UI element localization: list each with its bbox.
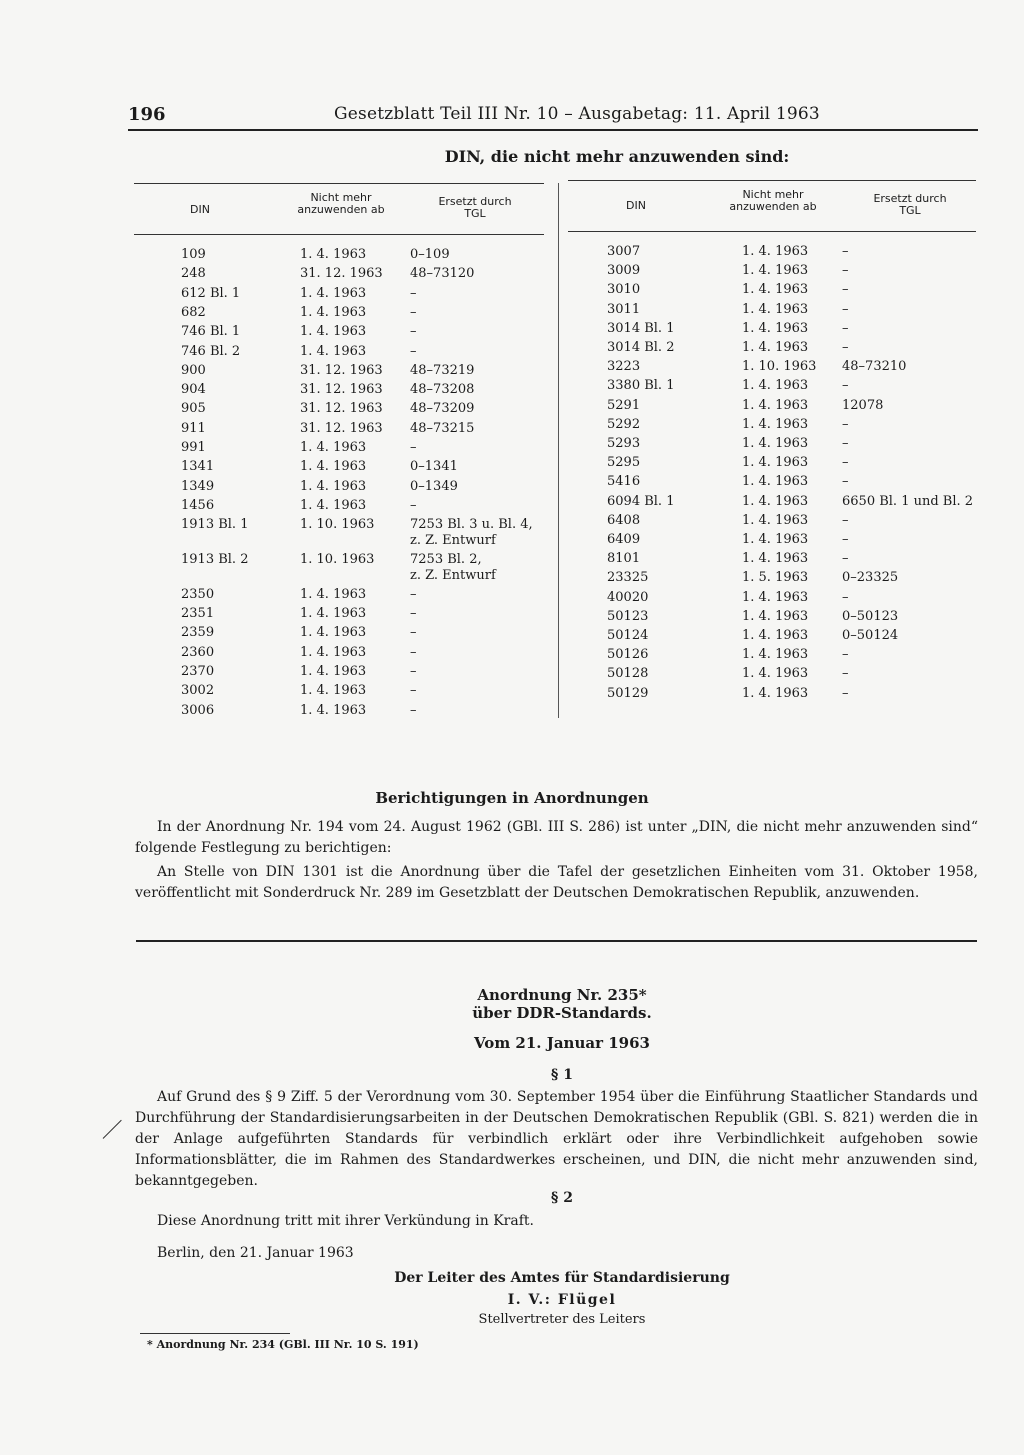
- tgl-cell: –: [842, 666, 849, 682]
- tgl-cell: 0–1349: [410, 478, 458, 494]
- table-row: [0, 320, 1024, 338]
- tgl-cell: 7253 Bl. 3 u. Bl. 4,: [410, 517, 533, 533]
- ab-cell: 1. 4. 1963: [742, 474, 809, 490]
- ab-cell: 1. 4. 1963: [300, 702, 367, 718]
- tgl-cell: –: [410, 440, 417, 455]
- din-cell: 50124: [607, 628, 649, 643]
- ab-cell: 1. 4. 1963: [300, 324, 367, 340]
- din-cell: 746 Bl. 2: [181, 343, 241, 359]
- din-cell: 2360: [181, 644, 215, 660]
- din-cell: 2359: [181, 625, 215, 641]
- din-cell: 5416: [607, 474, 641, 490]
- ab-cell: 1. 4. 1963: [300, 625, 367, 641]
- din-cell: 3010: [607, 282, 641, 298]
- tgl-cell: 0–50124: [842, 628, 899, 643]
- ab-cell: 1. 4. 1963: [742, 589, 809, 605]
- tgl-cell: –: [410, 644, 417, 660]
- din-cell: 3014 Bl. 1: [607, 320, 675, 336]
- din-cell: 2370: [181, 664, 215, 679]
- din-cell: 1913 Bl. 2: [181, 552, 249, 567]
- section-1-text: Auf Grund des § 9 Ziff. 5 der Verordnung vom 30. September 1954 über die Einführung Staatlicher Standards und Durchführung der Standardisierungsarbeiten in der Deutschen Demokratischen Republik (GBl. S. 821) werden die in der Anlage aufgeführten Standards für verbindlich erklärt oder ihre Verbindlichkeit aufgehoben sowie Informationsblätter, die im Rahmen des Standardwerkes erscheinen, und DIN, die nicht mehr anzuwenden sind, bekanntgegeben.: [135, 1089, 978, 1189]
- tgl-cell: 0–23325: [842, 570, 899, 586]
- tgl-cell: –: [842, 551, 849, 567]
- tgl-cell: –: [410, 285, 417, 301]
- din-cell: 905: [181, 401, 206, 417]
- table-row: [0, 569, 1024, 587]
- tgl-cell: 48–73208: [410, 382, 475, 398]
- table-row: [0, 377, 1024, 395]
- tgl-cell: 0–50123: [842, 608, 899, 624]
- din-cell: 8101: [607, 551, 641, 567]
- tgl-cell: –: [410, 625, 417, 641]
- corrections-title: Berichtigungen in Anordnungen: [375, 789, 649, 807]
- din-cell: 2350: [181, 586, 215, 602]
- din-cell: 248: [181, 266, 206, 282]
- tgl-cell: –: [410, 664, 417, 679]
- table-row: [0, 358, 1024, 376]
- ab-cell: 1. 10. 1963: [300, 517, 375, 533]
- tgl-cell: –: [842, 647, 849, 663]
- ordinance-date: Vom 21. Januar 1963: [474, 1034, 650, 1052]
- ab-cell: 1. 4. 1963: [742, 455, 809, 471]
- tgl-cell-continuation: z. Z. Entwurf: [410, 568, 496, 583]
- ab-cell: 1. 4. 1963: [300, 606, 367, 622]
- din-cell: 50129: [607, 685, 649, 701]
- ab-cell: 1. 4. 1963: [742, 493, 809, 509]
- ab-cell: 1. 4. 1963: [300, 343, 367, 359]
- table-row: [0, 512, 1024, 530]
- din-cell: 5291: [607, 397, 641, 413]
- din-cell: 109: [181, 247, 206, 262]
- din-cell: 991: [181, 440, 206, 455]
- tgl-cell: 0–109: [410, 247, 450, 262]
- tgl-cell: –: [410, 702, 417, 718]
- din-cell: 3006: [181, 702, 215, 718]
- ab-cell: 1. 4. 1963: [742, 282, 809, 298]
- right-table-top-rule: [568, 180, 976, 181]
- ab-cell: 1. 4. 1963: [742, 378, 809, 394]
- section-separator: [136, 940, 977, 942]
- tgl-cell: –: [842, 378, 849, 394]
- din-cell: 50123: [607, 608, 649, 624]
- ab-cell: 31. 12. 1963: [300, 362, 383, 378]
- left-col-tgl-header: Ersetzt durch TGL: [438, 195, 512, 220]
- ab-cell: 1. 4. 1963: [300, 683, 367, 699]
- tgl-cell: 48–73209: [410, 401, 475, 417]
- ab-cell: 1. 4. 1963: [742, 320, 809, 336]
- footnote: * Anordnung Nr. 234 (GBl. III Nr. 10 S. 191): [147, 1338, 419, 1351]
- table-row: [0, 243, 1024, 261]
- corrections-paragraph-2: An Stelle von DIN 1301 ist die Anordnung über die Tafel der gesetzlichen Einheiten vom 31. Oktober 1958, veröffentlicht mit Sonderdruck Nr. 289 im Gesetzblatt der Deutschen Demokratischen Republik, anzuwenden.: [135, 864, 978, 901]
- ab-cell: 1. 4. 1963: [300, 586, 367, 602]
- din-cell: 612 Bl. 1: [181, 285, 241, 301]
- din-cell: 746 Bl. 1: [181, 324, 241, 340]
- tgl-cell: 48–73215: [410, 420, 475, 436]
- din-cell: 50128: [607, 666, 649, 682]
- table-row: [0, 262, 1024, 280]
- page-number: 196: [128, 104, 166, 125]
- left-table-header-rule: [134, 234, 544, 235]
- ab-cell: 1. 4. 1963: [742, 244, 809, 259]
- tgl-cell: 12078: [842, 397, 884, 413]
- ab-cell: 1. 4. 1963: [742, 397, 809, 413]
- footnote-rule: [140, 1333, 290, 1334]
- left-table-top-rule: [134, 183, 544, 184]
- ab-cell: 1. 4. 1963: [742, 263, 809, 279]
- din-cell: 1456: [181, 497, 215, 513]
- tgl-cell: –: [842, 474, 849, 490]
- din-cell: 50126: [607, 647, 649, 663]
- ab-cell: 1. 4. 1963: [742, 532, 809, 547]
- signer-role: Stellvertreter des Leiters: [478, 1312, 646, 1327]
- corrections-paragraph-1: In der Anordnung Nr. 194 vom 24. August 1962 (GBl. III S. 286) ist unter „DIN, die nicht mehr anzuwenden sind“ folgende Festlegung zu berichtigen:: [135, 819, 978, 856]
- din-cell: 3002: [181, 683, 215, 699]
- ab-cell: 1. 4. 1963: [742, 436, 809, 451]
- din-cell: 5292: [607, 416, 641, 432]
- din-cell: 5293: [607, 436, 641, 451]
- tgl-cell: –: [842, 532, 849, 547]
- ab-cell: 1. 4. 1963: [742, 416, 809, 432]
- ab-cell: 1. 10. 1963: [300, 552, 375, 567]
- tgl-cell: –: [842, 282, 849, 298]
- ab-cell: 1. 4. 1963: [300, 459, 367, 475]
- din-cell: 6409: [607, 532, 641, 547]
- din-cell: 23325: [607, 570, 649, 586]
- din-cell: 6094 Bl. 1: [607, 493, 675, 509]
- ab-cell: 31. 12. 1963: [300, 382, 383, 398]
- table-heading: [0, 147, 1024, 166]
- right-col-ab-header: Nicht mehr anzuwenden ab: [729, 188, 817, 213]
- din-cell: 40020: [607, 589, 649, 605]
- ab-cell: 1. 4. 1963: [300, 440, 367, 455]
- ab-cell: 31. 12. 1963: [300, 266, 383, 282]
- tgl-cell: –: [410, 324, 417, 340]
- ab-cell: 1. 4. 1963: [742, 647, 809, 663]
- tgl-cell: –: [410, 606, 417, 622]
- table-row: [0, 435, 1024, 453]
- left-col-din-header: DIN: [190, 203, 210, 216]
- tgl-cell: –: [410, 683, 417, 699]
- tgl-cell: –: [410, 586, 417, 602]
- tgl-cell: 48–73210: [842, 359, 907, 375]
- section-1-heading: § 1: [551, 1067, 573, 1083]
- signer-name: I. V.: Flügel: [507, 1292, 617, 1308]
- ab-cell: 1. 5. 1963: [742, 570, 809, 586]
- ab-cell: 1. 4. 1963: [742, 340, 809, 355]
- tgl-cell: –: [842, 455, 849, 471]
- tgl-cell: –: [842, 436, 849, 451]
- table-row: [0, 646, 1024, 664]
- din-cell: 3223: [607, 359, 641, 375]
- din-cell: 3009: [607, 263, 641, 279]
- tgl-cell: –: [842, 340, 849, 355]
- tgl-cell: –: [842, 320, 849, 336]
- tgl-cell: –: [842, 512, 849, 528]
- tgl-cell: –: [410, 497, 417, 513]
- tgl-cell: 6650 Bl. 1 und Bl. 2: [842, 493, 974, 509]
- table-row: [0, 493, 1024, 511]
- tgl-cell: 48–73120: [410, 266, 475, 282]
- ab-cell: 1. 4. 1963: [742, 301, 809, 317]
- din-cell: 682: [181, 304, 206, 320]
- ab-cell: 1. 4. 1963: [742, 628, 809, 643]
- table-title: DIN, die nicht mehr anzuwenden sind:: [444, 147, 790, 166]
- din-cell: 1913 Bl. 1: [181, 517, 249, 533]
- din-cell: 3014 Bl. 2: [607, 340, 675, 355]
- din-cell: 904: [181, 382, 206, 398]
- tgl-cell: –: [842, 301, 849, 317]
- tgl-cell: –: [842, 589, 849, 605]
- ab-cell: 1. 4. 1963: [300, 304, 367, 320]
- din-cell: 911: [181, 420, 206, 436]
- din-cell: 3380 Bl. 1: [607, 378, 675, 394]
- ordinance-title-line-1: Anordnung Nr. 235*: [477, 986, 647, 1004]
- din-cell: 5295: [607, 455, 641, 471]
- ab-cell: 1. 4. 1963: [300, 644, 367, 660]
- table-row: [0, 301, 1024, 319]
- section-2-heading: § 2: [551, 1190, 573, 1206]
- right-col-din-header: DIN: [626, 199, 646, 212]
- ab-cell: 1. 4. 1963: [300, 285, 367, 301]
- ab-cell: 1. 4. 1963: [300, 497, 367, 513]
- table-row: [0, 685, 1024, 703]
- din-cell: 2351: [181, 606, 215, 622]
- table-row: [0, 627, 1024, 645]
- running-title: Gesetzblatt Teil III Nr. 10 – Ausgabetag: 11. April 1963: [334, 104, 820, 124]
- ab-cell: 1. 4. 1963: [300, 478, 367, 494]
- header-rule: [128, 129, 978, 131]
- ab-cell: 1. 4. 1963: [300, 664, 367, 679]
- right-table-header-rule: [568, 231, 976, 232]
- tgl-cell: –: [410, 343, 417, 359]
- ab-cell: 1. 4. 1963: [300, 247, 367, 262]
- table-row: [0, 397, 1024, 415]
- table-row: [0, 339, 1024, 357]
- tgl-cell: –: [842, 263, 849, 279]
- tgl-cell-continuation: z. Z. Entwurf: [410, 533, 496, 549]
- ab-cell: 1. 10. 1963: [742, 359, 817, 375]
- right-col-tgl-header: Ersetzt durch TGL: [873, 192, 947, 217]
- table-row: [0, 473, 1024, 491]
- ordinance-title-line-2: über DDR-Standards.: [472, 1004, 652, 1022]
- ab-cell: 1. 4. 1963: [742, 608, 809, 624]
- table-row: [0, 531, 1024, 549]
- din-cell: 900: [181, 362, 206, 378]
- table-row: [0, 281, 1024, 299]
- tgl-cell: 7253 Bl. 2,: [410, 552, 482, 567]
- tgl-cell: –: [842, 685, 849, 701]
- table-row: [0, 665, 1024, 683]
- din-cell: 3007: [607, 244, 641, 259]
- place-date: Berlin, den 21. Januar 1963: [157, 1245, 354, 1261]
- din-cell: 1341: [181, 459, 215, 475]
- table-row: [0, 416, 1024, 434]
- table-row: [0, 608, 1024, 626]
- tgl-cell: –: [842, 244, 849, 259]
- left-col-ab-header: Nicht mehr anzuwenden ab: [297, 191, 385, 216]
- signer-title: Der Leiter des Amtes für Standardisierung: [394, 1270, 730, 1286]
- table-row: [0, 550, 1024, 568]
- ab-cell: 1. 4. 1963: [742, 551, 809, 567]
- tgl-cell: –: [410, 304, 417, 320]
- tgl-cell: –: [842, 416, 849, 432]
- table-row: [0, 702, 1024, 720]
- din-cell: 6408: [607, 512, 641, 528]
- ab-cell: 1. 4. 1963: [742, 685, 809, 701]
- ab-cell: 1. 4. 1963: [742, 666, 809, 682]
- din-cell: 1349: [181, 478, 215, 494]
- ab-cell: 1. 4. 1963: [742, 512, 809, 528]
- section-2-text: Diese Anordnung tritt mit ihrer Verkündung in Kraft.: [157, 1213, 534, 1229]
- din-cell: 3011: [607, 301, 641, 317]
- table-row: [0, 589, 1024, 607]
- tgl-cell: 48–73219: [410, 362, 475, 378]
- ab-cell: 31. 12. 1963: [300, 401, 383, 417]
- margin-pencil-mark: [103, 1120, 122, 1139]
- ab-cell: 31. 12. 1963: [300, 420, 383, 436]
- tgl-cell: 0–1341: [410, 459, 458, 475]
- table-row: [0, 454, 1024, 472]
